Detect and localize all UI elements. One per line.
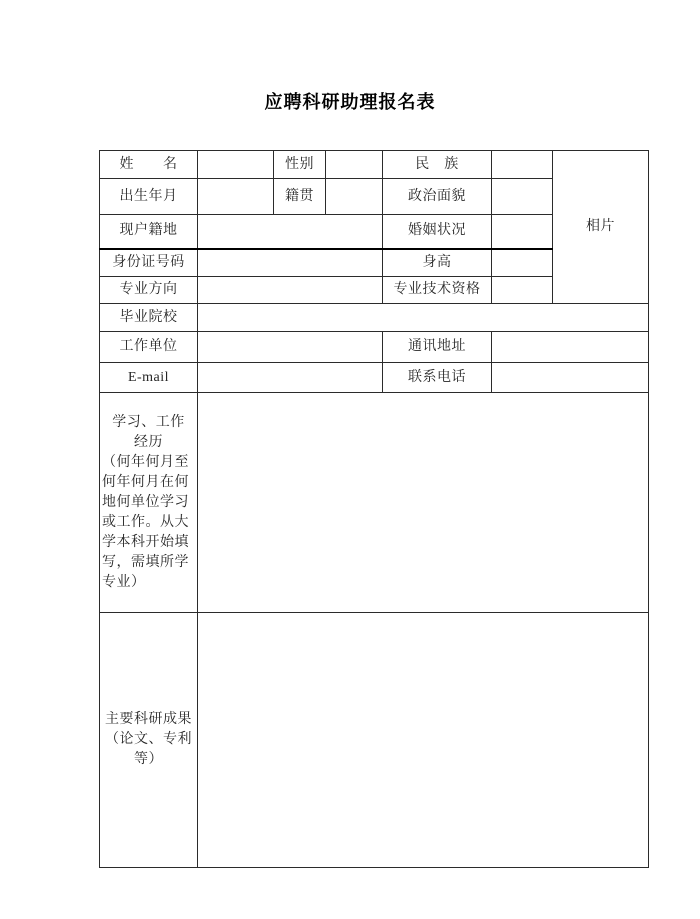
email-label: E-mail bbox=[100, 363, 198, 393]
employer-value-cell[interactable] bbox=[198, 332, 383, 363]
marital-status-value-cell[interactable] bbox=[492, 215, 553, 249]
phone-label: 联系电话 bbox=[383, 363, 492, 393]
application-form-table bbox=[99, 150, 649, 868]
phone-value-cell[interactable] bbox=[492, 363, 649, 393]
email-value-cell[interactable] bbox=[198, 363, 383, 393]
photo-cell[interactable]: 相片 bbox=[553, 151, 649, 304]
political-status-label: 政治面貌 bbox=[383, 179, 492, 215]
ethnicity-label: 民 族 bbox=[383, 151, 492, 179]
major-direction-value-cell[interactable] bbox=[198, 277, 383, 304]
employer-label: 工作单位 bbox=[100, 332, 198, 363]
political-status-value-cell[interactable] bbox=[492, 179, 553, 215]
graduate-school-label: 毕业院校 bbox=[100, 304, 198, 332]
household-registration-label: 现户籍地 bbox=[100, 215, 198, 249]
row-name bbox=[100, 151, 649, 179]
name-value-cell[interactable] bbox=[198, 151, 274, 179]
achievements-label: 主要科研成果（论文、专利等） bbox=[100, 613, 198, 868]
height-value-cell[interactable] bbox=[492, 249, 553, 277]
household-registration-value-cell[interactable] bbox=[198, 215, 383, 249]
id-number-label: 身份证号码 bbox=[100, 249, 198, 277]
professional-qualification-value-cell[interactable] bbox=[492, 277, 553, 304]
row-email bbox=[100, 363, 649, 393]
experience-label bbox=[100, 393, 198, 613]
experience-label-line1: 学习、工作 bbox=[112, 414, 185, 430]
row-employer bbox=[100, 332, 649, 363]
row-experience bbox=[100, 393, 649, 613]
row-school bbox=[100, 304, 649, 332]
experience-label-line2: 经历 bbox=[134, 434, 163, 450]
gender-label: 性别 bbox=[274, 151, 326, 179]
gender-value-cell[interactable] bbox=[326, 151, 383, 179]
mailing-address-value-cell[interactable] bbox=[492, 332, 649, 363]
height-label: 身高 bbox=[383, 249, 492, 277]
professional-qualification-label: 专业技术资格 bbox=[383, 277, 492, 304]
graduate-school-value-cell[interactable] bbox=[198, 304, 649, 332]
native-place-label: 籍贯 bbox=[274, 179, 326, 215]
major-direction-label: 专业方向 bbox=[100, 277, 198, 304]
achievements-value-cell[interactable] bbox=[198, 613, 649, 868]
id-number-value-cell[interactable] bbox=[198, 249, 383, 277]
page-title: 应聘科研助理报名表 bbox=[264, 92, 436, 113]
mailing-address-label: 通讯地址 bbox=[383, 332, 492, 363]
birth-date-label: 出生年月 bbox=[100, 179, 198, 215]
experience-label-note: （何年何月至何年何月在何地何单位学习或工作。从大学本科开始填写，需填所学专业） bbox=[102, 454, 189, 590]
name-label: 姓 名 bbox=[100, 151, 198, 179]
marital-status-label: 婚姻状况 bbox=[383, 215, 492, 249]
birth-date-value-cell[interactable] bbox=[198, 179, 274, 215]
native-place-value-cell[interactable] bbox=[326, 179, 383, 215]
row-achievements bbox=[100, 613, 649, 868]
ethnicity-value-cell[interactable] bbox=[492, 151, 553, 179]
experience-value-cell[interactable] bbox=[198, 393, 649, 613]
